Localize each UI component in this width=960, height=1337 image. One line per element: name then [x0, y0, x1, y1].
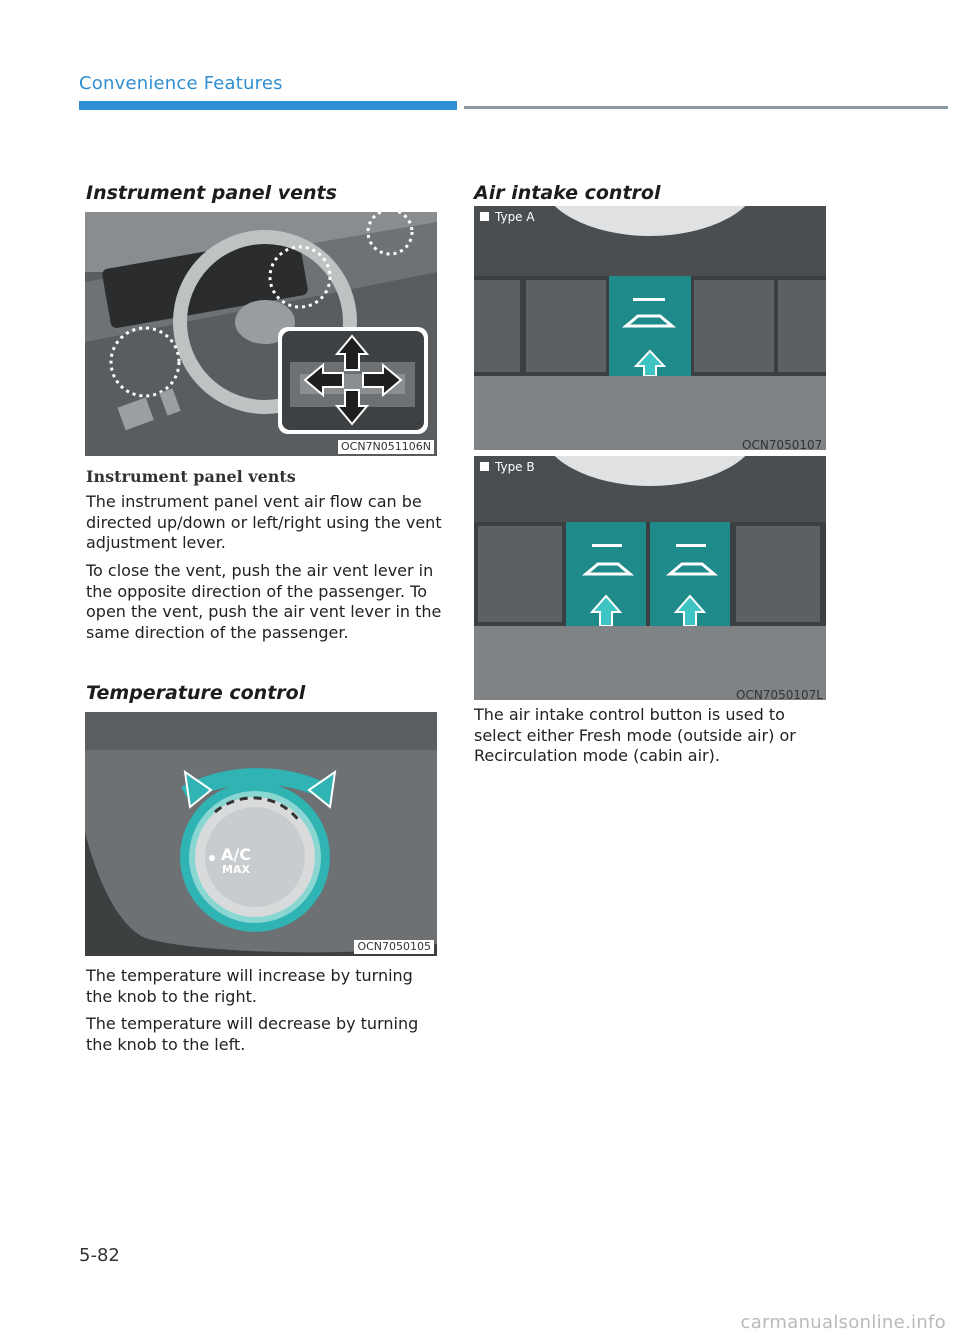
header-rule-accent [79, 101, 457, 110]
temperature-paragraph-2: The temperature will decrease by turning the knob to the left. [86, 1014, 419, 1054]
air-intake-type-b-figure [474, 456, 826, 700]
temperature-knob-illustration [85, 712, 437, 956]
type-a-button-illustration [474, 206, 826, 450]
knob-label-max: MAX [222, 863, 250, 876]
vents-paragraph-1: The instrument panel vent air flow can be directed up/down or left/right using the vent adjustment lever. [86, 492, 442, 552]
vents-figure [85, 212, 437, 456]
vents-heading: Instrument panel vents [86, 182, 337, 204]
temperature-figure [85, 712, 437, 956]
type-a-label: Type A [480, 210, 535, 224]
vents-figure-code: OCN7N051106N [338, 440, 434, 454]
type-b-button-illustration [474, 456, 826, 700]
type-b-figure-code: OCN7050107L [736, 688, 823, 702]
dashboard-illustration [85, 212, 437, 456]
air-intake-paragraph: The air intake control button is used to select either Fresh mode (outside air) or Recirculation mode (cabin air). [474, 705, 796, 765]
air-intake-heading: Air intake control [474, 182, 661, 204]
section-title: Convenience Features [79, 73, 283, 94]
type-b-label: Type B [480, 460, 535, 474]
temperature-figure-code: OCN7050105 [354, 940, 434, 954]
air-intake-type-a-figure [474, 206, 826, 450]
knob-label-ac: A/C [221, 845, 251, 864]
vents-caption: Instrument panel vents [86, 467, 296, 486]
type-a-figure-code: OCN7050107 [742, 438, 823, 452]
watermark: carmanualsonline.info [740, 1312, 946, 1333]
page-number: 5-82 [79, 1245, 120, 1266]
vents-paragraph-2: To close the vent, push the air vent lever in the opposite direction of the passenger. To open the vent, push the air vent lever in the same direction of the passenger. [86, 561, 442, 642]
header-rule [464, 106, 948, 109]
temperature-paragraph-1: The temperature will increase by turning the knob to the right. [86, 966, 413, 1006]
temperature-heading: Temperature control [86, 682, 306, 704]
